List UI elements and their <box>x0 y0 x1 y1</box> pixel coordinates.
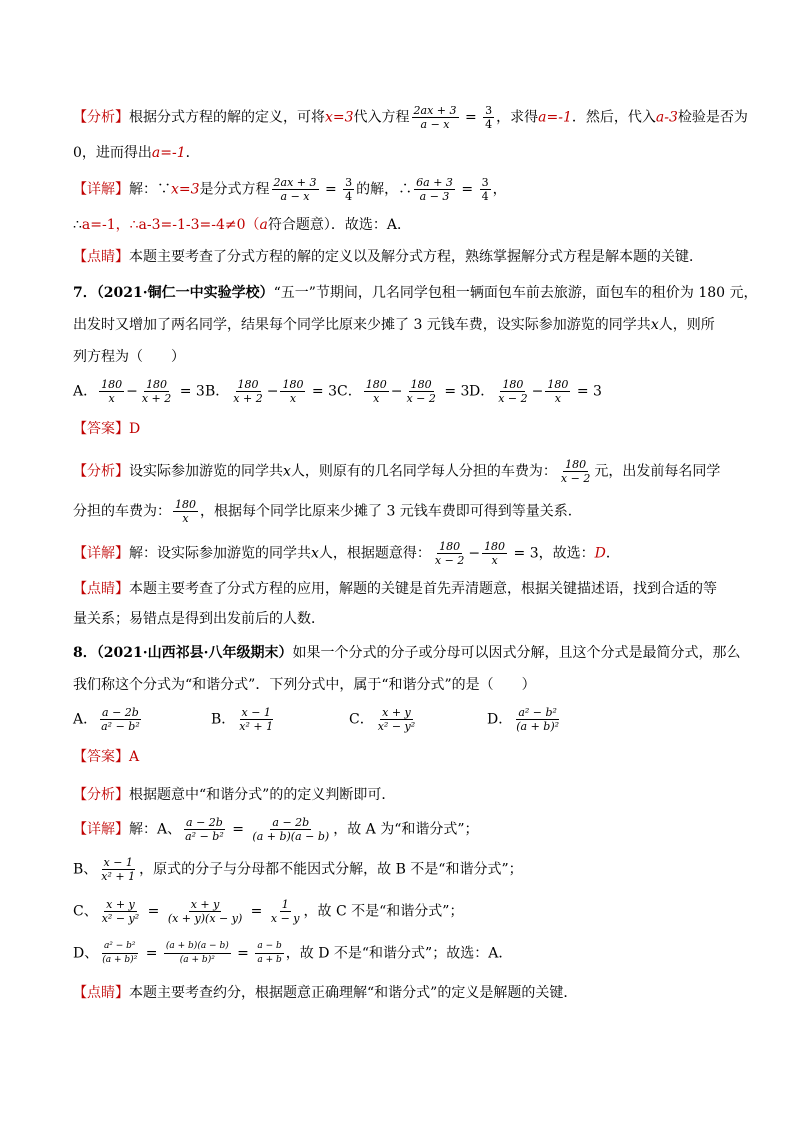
q8-option-b: B． $\frac{x - 1}{\text{x² + 1}}$ <box>211 706 274 733</box>
text: “五一”节期间，几名同学包租一辆面包车前去旅游，面包车的租价为 180 元， <box>273 285 758 301</box>
q7-option-b: B． $\frac{180}{x + 2}$ − $\frac{180}{x}$ = 3 <box>205 378 337 405</box>
text: 本题主要考查了分式方程的解的定义以及解分式方程，熟练掌握解分式方程是解本题的关键． <box>129 249 703 265</box>
q8-stem-line1: 8．（2021·山西祁县·八年级期末）如果一个分式的分子或分母可以因式分解，且这个分式是最简分式，那么 <box>73 645 741 661</box>
text: ∴ <box>73 217 82 233</box>
fraction: $\frac{6a + 3}{a - 3}$ <box>416 176 453 203</box>
q8-option-c: C． $\frac{x + y}{\text{x² − y²}}$ <box>349 706 416 733</box>
fraction: $\frac{3}{4}$ <box>485 104 493 131</box>
q7-stem-line3 <box>73 346 185 368</box>
fraction: $\frac{2ax + 3}{a - x}$ <box>273 176 317 203</box>
point-tag: 【点睛】 <box>73 249 129 265</box>
fraction: $\frac{3}{4}$ <box>481 176 489 203</box>
text: 列方程为（ ） <box>73 349 185 365</box>
q8-options <box>73 706 563 733</box>
text: 人，则所 <box>658 317 715 333</box>
math: x=3 <box>325 109 354 126</box>
q8-detail-b: B、 $\frac{x - 1}{\text{x² + 1}}$ ，原式的分子与分母都不能因式分解，故 B 不是“和谐分式”； <box>73 856 523 883</box>
text: ， <box>492 181 507 198</box>
math: a=-1 <box>538 109 572 126</box>
detail-tag: 【详解】 <box>73 545 129 562</box>
q8-detail-a: 【详解】解：A、 $\frac{a - 2b}{\text{a² − b²}}$ = $\frac{a - 2b}{(a + b)(a - b)}$ ，故 A 为“和谐分式”； <box>73 816 479 843</box>
fraction: $\frac{2ax + 3}{a - x}$ <box>413 104 457 131</box>
q6-detail-line1: 【详解】解：∵x=3是分式方程 $\frac{2ax + 3}{a - x}$ = $\frac{3}{4}$ 的解，∴ $\frac{6a + 3}{a - 3}$ = $\frac{3}{4}$ ， <box>73 176 507 203</box>
fraction: $\frac{3}{4}$ <box>345 176 353 203</box>
text: 检验是否为 <box>677 109 748 126</box>
text: 0，进而得出 <box>73 145 152 161</box>
q7-point-line1: 【点睛】本题主要考查了分式方程的应用，解题的关键是首先弄清题意，根据关键描述语，找到合适的等 <box>73 581 717 597</box>
math: x=3 <box>171 181 200 198</box>
q7-options <box>73 378 602 405</box>
detail-tag: 【详解】 <box>73 181 129 198</box>
question-source: （2021·铜仁一中实验学校） <box>96 285 274 301</box>
text: 解：∵ <box>129 181 171 198</box>
fraction: $\frac{180}{x - 2}$ <box>560 458 591 485</box>
q8-detail-c: C、 $\frac{x + y}{\text{x² − y²}}$ = $\frac{x + y}{(x + y)(x - y)}$ = $\frac{1}{x - y}$ ，故 C 不是“和谐分式”； <box>73 898 464 925</box>
answer-value: A <box>129 749 140 765</box>
text: 根据分式方程的解的定义，可将 <box>129 109 325 126</box>
q6-detail-line2 <box>73 214 411 236</box>
text: ．然后，代入 <box>571 109 656 126</box>
text: 符合题意）．故选：A． <box>267 217 412 233</box>
answer-tag: 【答案】 <box>73 749 129 765</box>
q8-option-a: A． $\frac{a - 2b}{\text{a² − b²}}$ <box>73 706 140 733</box>
q7-option-a: A． $\frac{180}{x}$ − $\frac{180}{x + 2}$ = 3 <box>73 378 205 405</box>
question-number: 8． <box>73 645 97 661</box>
q8-analysis: 【分析】根据题意中“和谐分式”的的定义判断即可． <box>73 787 396 803</box>
q7-stem-line2 <box>73 314 715 336</box>
math: a-3 <box>655 109 678 126</box>
q6-analysis-line1: 【分析】根据分式方程的解的定义，可将x=3代入方程 $\frac{2ax + 3}{a - x}$ = $\frac{3}{4}$ ，求得a=-1．然后，代入a-3检验是否为 <box>73 104 748 131</box>
q6-analysis-line2 <box>73 142 200 164</box>
point-tag: 【点睛】 <box>73 985 129 1001</box>
analysis-tag: 【分析】 <box>73 109 129 126</box>
q8-answer <box>73 746 139 768</box>
text: 是分式方程 <box>199 181 270 198</box>
q7-point-line2: 量关系；易错点是得到出发前后的人数． <box>73 611 325 627</box>
q8-detail-d: D、 $\frac{\text{a² − b²}}{\text{(a + b)²}}$ = $\frac{(a + b)(a - b)}{\text{(a + b)²}}$ = $\frac{a - b}{a + b}$ ，故 D 不是“和谐分式”；故选：A． <box>73 941 513 965</box>
q7-option-c: C． $\frac{180}{x}$ − $\frac{180}{x - 2}$ = 3 <box>337 378 470 405</box>
math: a=-1，∴a-3=-1-3=-4≠0（ <box>81 217 260 233</box>
math: a=-1 <box>151 145 186 161</box>
text: ，求得 <box>496 109 539 126</box>
fraction: $\frac{180}{x - 2}$ <box>434 540 465 567</box>
fraction: $\frac{180}{x}$ <box>175 498 196 525</box>
math: x <box>650 317 659 333</box>
text: 的解，∴ <box>356 181 413 198</box>
q8-option-d: D． $\frac{\text{a² − b²}}{\text{(a + b)²}}$ <box>487 706 560 733</box>
q6-point <box>73 246 703 268</box>
q8-stem-line2: 我们称这个分式为“和谐分式”．下列分式中，属于“和谐分式”的是（ ） <box>73 677 536 693</box>
q8-point: 【点睛】本题主要考查约分，根据题意正确理解“和谐分式”的定义是解题的关键． <box>73 985 578 1001</box>
math: a <box>259 217 268 233</box>
question-source: （2021·山西祁县·八年级期末） <box>96 645 293 661</box>
text: ． <box>185 145 200 161</box>
q7-answer <box>73 418 140 440</box>
q7-stem-line1 <box>73 282 758 304</box>
analysis-tag: 【分析】 <box>73 463 129 480</box>
text: 出发时又增加了两名同学，结果每个同学比原来少摊了 3 元钱车费，设实际参加游览的同学共 <box>73 317 651 333</box>
detail-tag: 【详解】 <box>73 821 129 838</box>
q7-analysis-line1: 【分析】设实际参加游览的同学共x人，则原有的几名同学每人分担的车费为： $\frac{180}{x - 2}$ 元，出发前每名同学 <box>73 458 721 485</box>
answer-tag: 【答案】 <box>73 421 129 437</box>
text: 代入方程 <box>353 109 410 126</box>
q7-detail: 【详解】解：设实际参加游览的同学共x人，根据题意得： $\frac{180}{x - 2}$ − $\frac{180}{x}$ = 3，故选：D． <box>73 540 620 567</box>
analysis-tag: 【分析】 <box>73 787 129 803</box>
q7-option-d: D． $\frac{180}{x - 2}$ − $\frac{180}{x}$ = 3 <box>469 378 602 405</box>
answer-value: D <box>129 421 141 437</box>
point-tag: 【点睛】 <box>73 581 129 597</box>
question-number: 7． <box>73 285 97 301</box>
fraction: $\frac{180}{x}$ <box>484 540 506 567</box>
q7-analysis-line2: 分担的车费为： $\frac{180}{x}$ ，根据每个同学比原来少摊了 3 元钱车费即可得到等量关系． <box>73 498 582 525</box>
